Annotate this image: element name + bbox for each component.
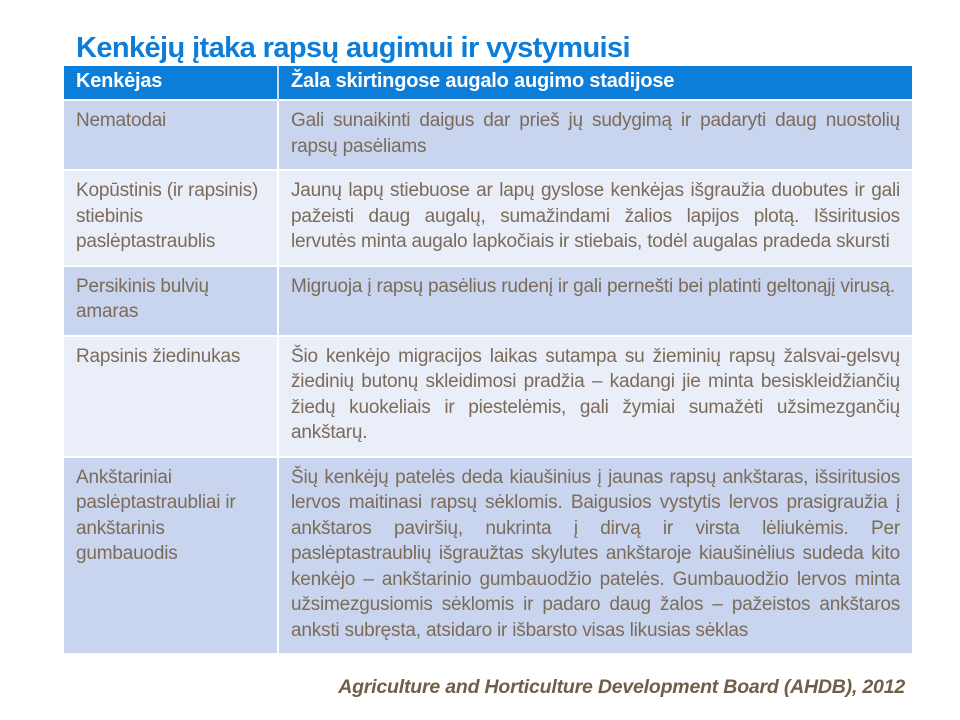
pest-name-cell: Persikinis bulvių amaras [64,266,278,336]
table-row [64,457,912,654]
damage-description-cell: Jaunų lapų stiebuose ar lapų gyslose kenkėjas išgraužia duobutes ir gali pažeisti daug augalų, sumažindami žalios lapijos plotą. Išsiritusios lervutės minta augalo lapkočiais ir stiebais, todėl augalas pradeda skursti [278,170,912,266]
table-row [64,100,912,170]
table-row [64,170,912,266]
damage-description-cell: Šio kenkėjo migracijos laikas sutampa su žieminių rapsų žalsvai-gelsvų žiedinių butonų skleidimosi pradžia – kadangi jie minta besiskleidžiančių žiedų kuokeliais ir piestelėmis, gali žymiai sumažėti užsimezgančių ankštarų. [278,336,912,457]
source-attribution: Agriculture and Horticulture Development Board (AHDB), 2012 [338,676,905,698]
table-row [64,336,912,457]
table-header-pest: Kenkėjas [64,66,278,100]
damage-description-cell: Gali sunaikinti daigus dar prieš jų sudygimą ir padaryti daug nuostolių rapsų pasėliams [278,100,912,170]
table-header-damage: Žala skirtingose augalo augimo stadijose [278,66,912,100]
page-title: Kenkėjų įtaka rapsų augimui ir vystymuisi [76,32,630,65]
pest-damage-table [64,66,912,653]
pest-name-cell: Nematodai [64,100,278,170]
damage-description-cell: Migruoja į rapsų pasėlius rudenį ir gali pernešti bei platinti geltonąjį virusą. [278,266,912,336]
pest-name-cell: Rapsinis žiedinukas [64,336,278,457]
table-row [64,266,912,336]
pest-name-cell: Ankštariniai paslėptastraubliai ir ankštarinis gumbauodis [64,457,278,654]
pest-name-cell: Kopūstinis (ir rapsinis) stiebinis paslėptastraublis [64,170,278,266]
damage-description-cell: Šių kenkėjų patelės deda kiaušinius į jaunas rapsų ankštaras, išsiritusios lervos maitinasi rapsų sėklomis. Baigusios vystytis lervos prasigraužia į ankštaros paviršių, nukrinta į dirvą ir virsta lėliukėmis. Per paslėptastraublių išgraužtas skylutes ankštaroje kiaušinėlius sudeda kito kenkėjo – ankštarinio gumbauodžio patelės. Gumbauodžio lervos minta užsimezgusiomis sėklomis ir padaro daug žalos – pažeistos ankštaros anksti subręsta, atsidaro ir išbarsto visas likusias sėklas [278,457,912,654]
table-header-row [64,66,912,100]
